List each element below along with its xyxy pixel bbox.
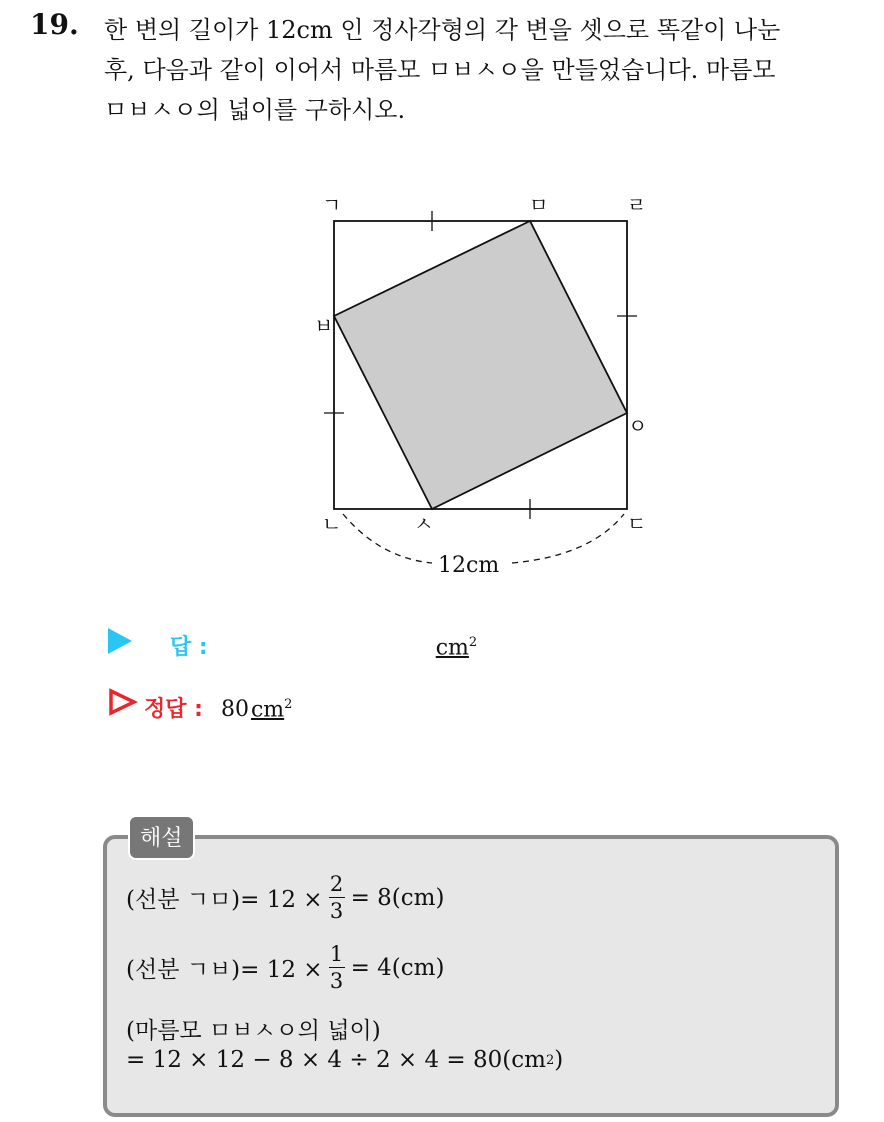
fraction-denominator: 3 [329,969,344,994]
answer-unit-text: cm [435,635,469,660]
rhombus-shape [334,221,627,509]
solution-line-3 [126,1012,381,1045]
correct-unit-exp: 2 [284,696,293,712]
correct-value: 80 [220,697,249,722]
solution-line-1-lhs: (선분 ㄱㅁ)= 12 × [126,887,323,914]
label-top-right: ㄹ [627,193,647,217]
question-number: 19. [30,8,79,41]
label-bottom-right: ㄷ [627,512,647,536]
measure-arc-right [512,514,624,563]
solution-line-2-rhs: = 4(cm) [350,954,445,981]
solution-line-4-end: ) [554,1047,564,1073]
label-top-left: ㄱ [322,193,342,217]
fraction [329,872,345,923]
fraction-numerator: 2 [329,872,344,896]
answer-unit-exp: 2 [468,634,478,650]
label-top-mid: ㅁ [529,193,549,217]
measure-label: 12cm [438,553,500,578]
solution-line-1-rhs: = 8(cm) [350,884,445,911]
fraction-denominator: 3 [329,899,344,924]
solution-line-2 [126,942,444,993]
answer-row [108,628,477,661]
solution-line-3-text: (마름모 ㅁㅂㅅㅇ의 넓이) [126,1018,381,1044]
solution-line-4-exp: 2 [545,1052,555,1068]
answer-unit [436,635,477,660]
correct-unit [251,697,292,722]
label-bottom-left: ㄴ [322,512,342,536]
label-bottom-mid: ㅅ [414,512,434,536]
question-line: 한 변의 길이가 12cm 인 정사각형의 각 변을 셋으로 똑같이 나눈 [104,16,781,44]
outline-arrow-icon [108,688,138,716]
solution-line-2-lhs: (선분 ㄱㅂ)= 12 × [126,957,323,984]
correct-unit-text: cm [250,697,285,722]
solution-line-4-text: = 12 × 12 − 8 × 4 ÷ 2 × 4 = 80(cm [126,1047,546,1073]
answer-label: 답 : [170,635,208,660]
correct-label: 정답 : [144,697,203,722]
fraction [329,942,345,993]
label-left-mid: ㅂ [314,314,334,338]
solution-line-1 [126,872,444,923]
correct-answer-row [108,688,292,723]
label-right-mid: ㅇ [628,414,648,438]
play-arrow-icon [108,628,132,654]
question-line: ㅁㅂㅅㅇ의 넓이를 구하시오. [104,96,406,124]
solution-tag: 해설 [128,815,195,860]
question-line: 후, 다음과 같이 이어서 마름모 ㅁㅂㅅㅇ을 만들었습니다. 마름모 [104,56,776,84]
fraction-numerator: 1 [329,942,344,966]
solution-line-4 [126,1047,563,1073]
